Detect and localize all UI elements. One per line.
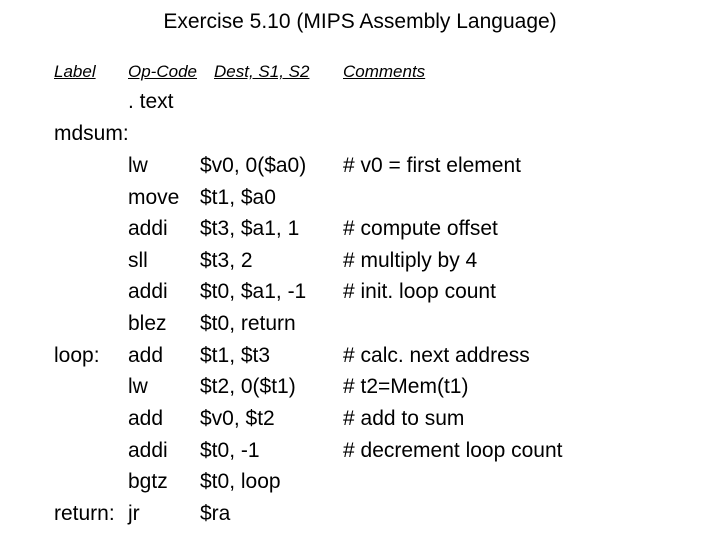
line-opcode: . text — [128, 90, 174, 113]
line-label: return: — [54, 502, 115, 525]
line-operands: $v0, $t2 — [200, 407, 275, 430]
page-title: Exercise 5.10 (MIPS Assembly Language) — [163, 10, 557, 33]
line-comment: # v0 = first element — [343, 154, 521, 177]
code-line — [0, 498, 720, 530]
line-opcode: add — [128, 344, 164, 367]
line-opcode: lw — [128, 154, 148, 177]
line-operands: $ra — [200, 502, 231, 525]
line-comment: # multiply by 4 — [343, 249, 478, 272]
line-operands: $t1, $t3 — [200, 344, 271, 367]
line-operands: $t0, -1 — [200, 439, 260, 462]
line-operands: $v0, 0($a0) — [200, 154, 307, 177]
line-opcode: sll — [128, 249, 148, 272]
line-operands: $t0, loop — [200, 470, 281, 493]
code-line — [0, 182, 720, 214]
line-comment: # init. loop count — [343, 280, 496, 303]
header-opcode: Op-Code — [128, 62, 197, 81]
line-operands: $t0, return — [200, 312, 296, 335]
header-label: Label — [54, 62, 96, 81]
line-opcode: addi — [128, 280, 168, 303]
code-line — [0, 308, 720, 340]
code-line — [0, 466, 720, 498]
code-line — [0, 118, 720, 150]
line-label: mdsum: — [54, 122, 129, 145]
line-comment: # calc. next address — [343, 344, 530, 367]
code-line — [0, 340, 720, 372]
line-operands: $t0, $a1, -1 — [200, 280, 307, 303]
line-comment: # compute offset — [343, 217, 498, 240]
line-opcode: addi — [128, 439, 168, 462]
code-line — [0, 371, 720, 403]
line-opcode: jr — [128, 502, 140, 525]
line-opcode: move — [128, 186, 180, 209]
line-opcode: add — [128, 407, 164, 430]
header-operands: Dest, S1, S2 — [214, 62, 310, 81]
line-label: loop: — [54, 344, 100, 367]
line-comment: # add to sum — [343, 407, 465, 430]
line-operands: $t3, 2 — [200, 249, 253, 272]
line-operands: $t1, $a0 — [200, 186, 276, 209]
line-opcode: bgtz — [128, 470, 168, 493]
line-comment: # t2=Mem(t1) — [343, 375, 469, 398]
line-opcode: lw — [128, 375, 148, 398]
code-line — [0, 150, 720, 182]
line-comment: # decrement loop count — [343, 439, 563, 462]
line-opcode: blez — [128, 312, 167, 335]
code-line — [0, 86, 720, 118]
code-line — [0, 245, 720, 277]
code-line — [0, 403, 720, 435]
header-comments: Comments — [343, 62, 426, 81]
code-line — [0, 435, 720, 467]
line-opcode: addi — [128, 217, 168, 240]
line-operands: $t2, 0($t1) — [200, 375, 296, 398]
line-operands: $t3, $a1, 1 — [200, 217, 300, 240]
code-line — [0, 213, 720, 245]
code-line — [0, 276, 720, 308]
